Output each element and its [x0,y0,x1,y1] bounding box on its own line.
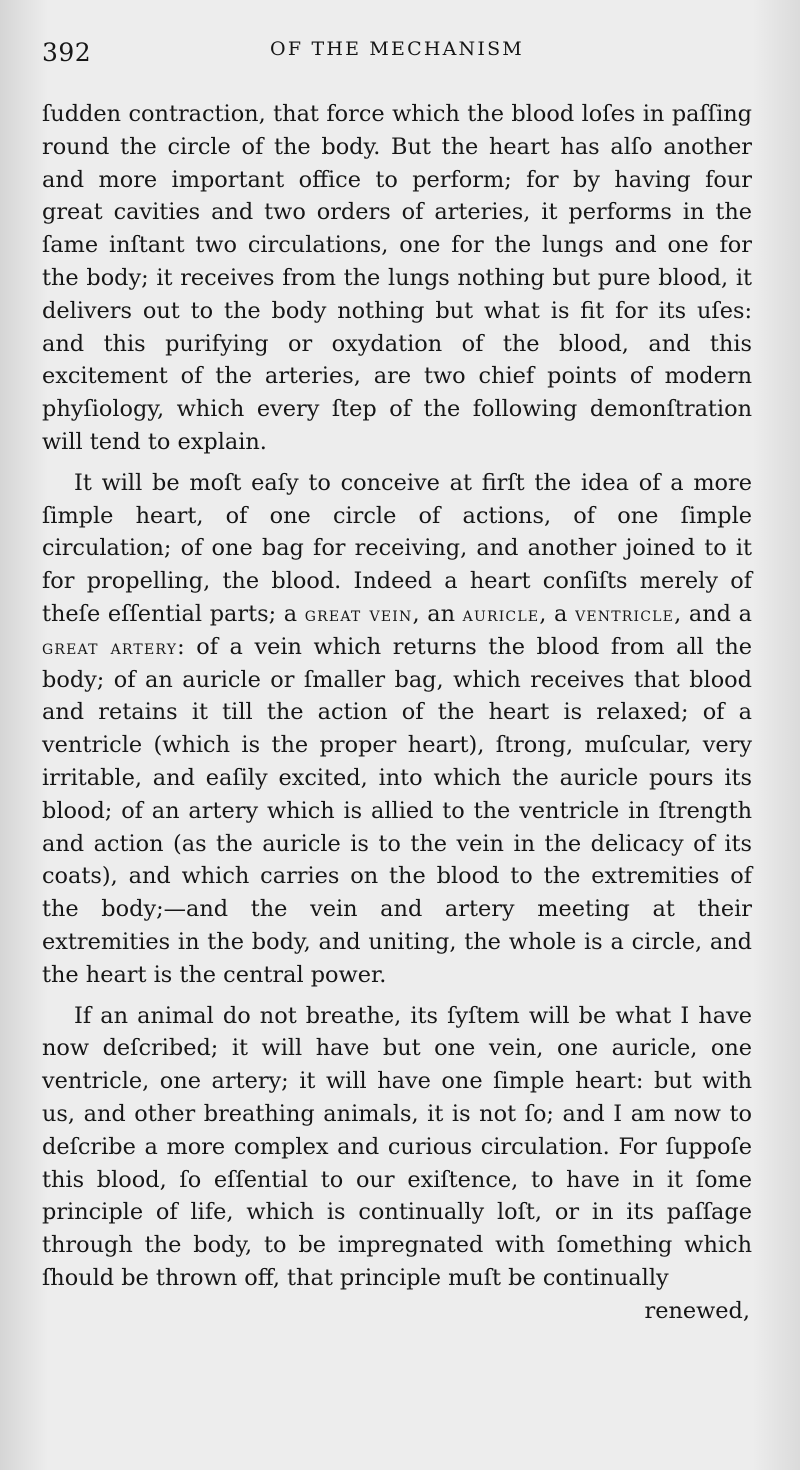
term-ventricle: ventricle [575,601,675,626]
body-text [42,98,752,1295]
separator-3: , and a [674,600,752,627]
separator-2: , a [539,600,576,627]
paragraph-2-text-a: It will be moſt eaſy to conceive at firſt the idea of a more ſimple heart, of one circle of actions, of one ſimple circulation; of one bag for receiving, and another joined to it for propelling, the blood. Indeed a heart conſiſts merely of theſe eſſential parts; a [42,469,752,627]
term-great-vein: great vein [304,601,413,626]
catchword: renewed, [644,1297,750,1324]
page-header [42,34,752,74]
paragraph-1: ſudden contraction, that force which the blood loſes in paſſing round the circle of the body. But the heart has alſo another and more important office to perform; for by having four great cavities and two orders of arteries, it performs in the ſame inſtant two circulations, one for the lungs and one for the body; it receives from the lungs nothing but pure blood, it delivers out to the body nothing but what is fit for its uſes: and this purifying or oxydation of the blood, and this excitement of the arteries, are two chief points of modern phyſiology, which every ſtep of the following demonſtration will tend to explain. [42,101,752,455]
page-number: 392 [42,38,92,67]
paragraph-3: If an animal do not breathe, its ſyſtem will be what I have now deſcribed; it will have but one vein, one auricle, one ventricle, one artery; it will have one ſimple heart: but with us, and other breathing animals, it is not ſo; and I am now to deſcribe a more complex and curious circulation. For ſuppoſe this blood, ſo eſſential to our exiſtence, to have in it ſome principle of life, which is continually loſt, or in its paſſage through the body, to be impregnated with ſomething which ſhould be thrown off, that principle muſt be continually [42,1002,752,1291]
paragraph-2-text-b: : of a vein which returns the blood from all the body; of an auricle or ſmaller bag, which receives that blood and retains it till the action of the heart is relaxed; of a ventricle (which is the proper heart), ſtrong, muſcular, very irritable, and eaſily excited, into which the auricle pours its blood; of an artery which is allied to the ventricle in ſtrength and action (as the auricle is to the vein in the delicacy of its coats), and which carries on the blood to the extremities of the body;—and the vein and artery meeting at their extremities in the body, and uniting, the whole is a circle, and the heart is the central power. [42,633,752,988]
running-head: OF THE MECHANISM [270,38,524,60]
separator-1: , an [412,600,463,627]
paragraph-2 [42,467,752,992]
term-great-artery: great artery [42,634,178,659]
term-auricle: auricle [462,601,540,626]
